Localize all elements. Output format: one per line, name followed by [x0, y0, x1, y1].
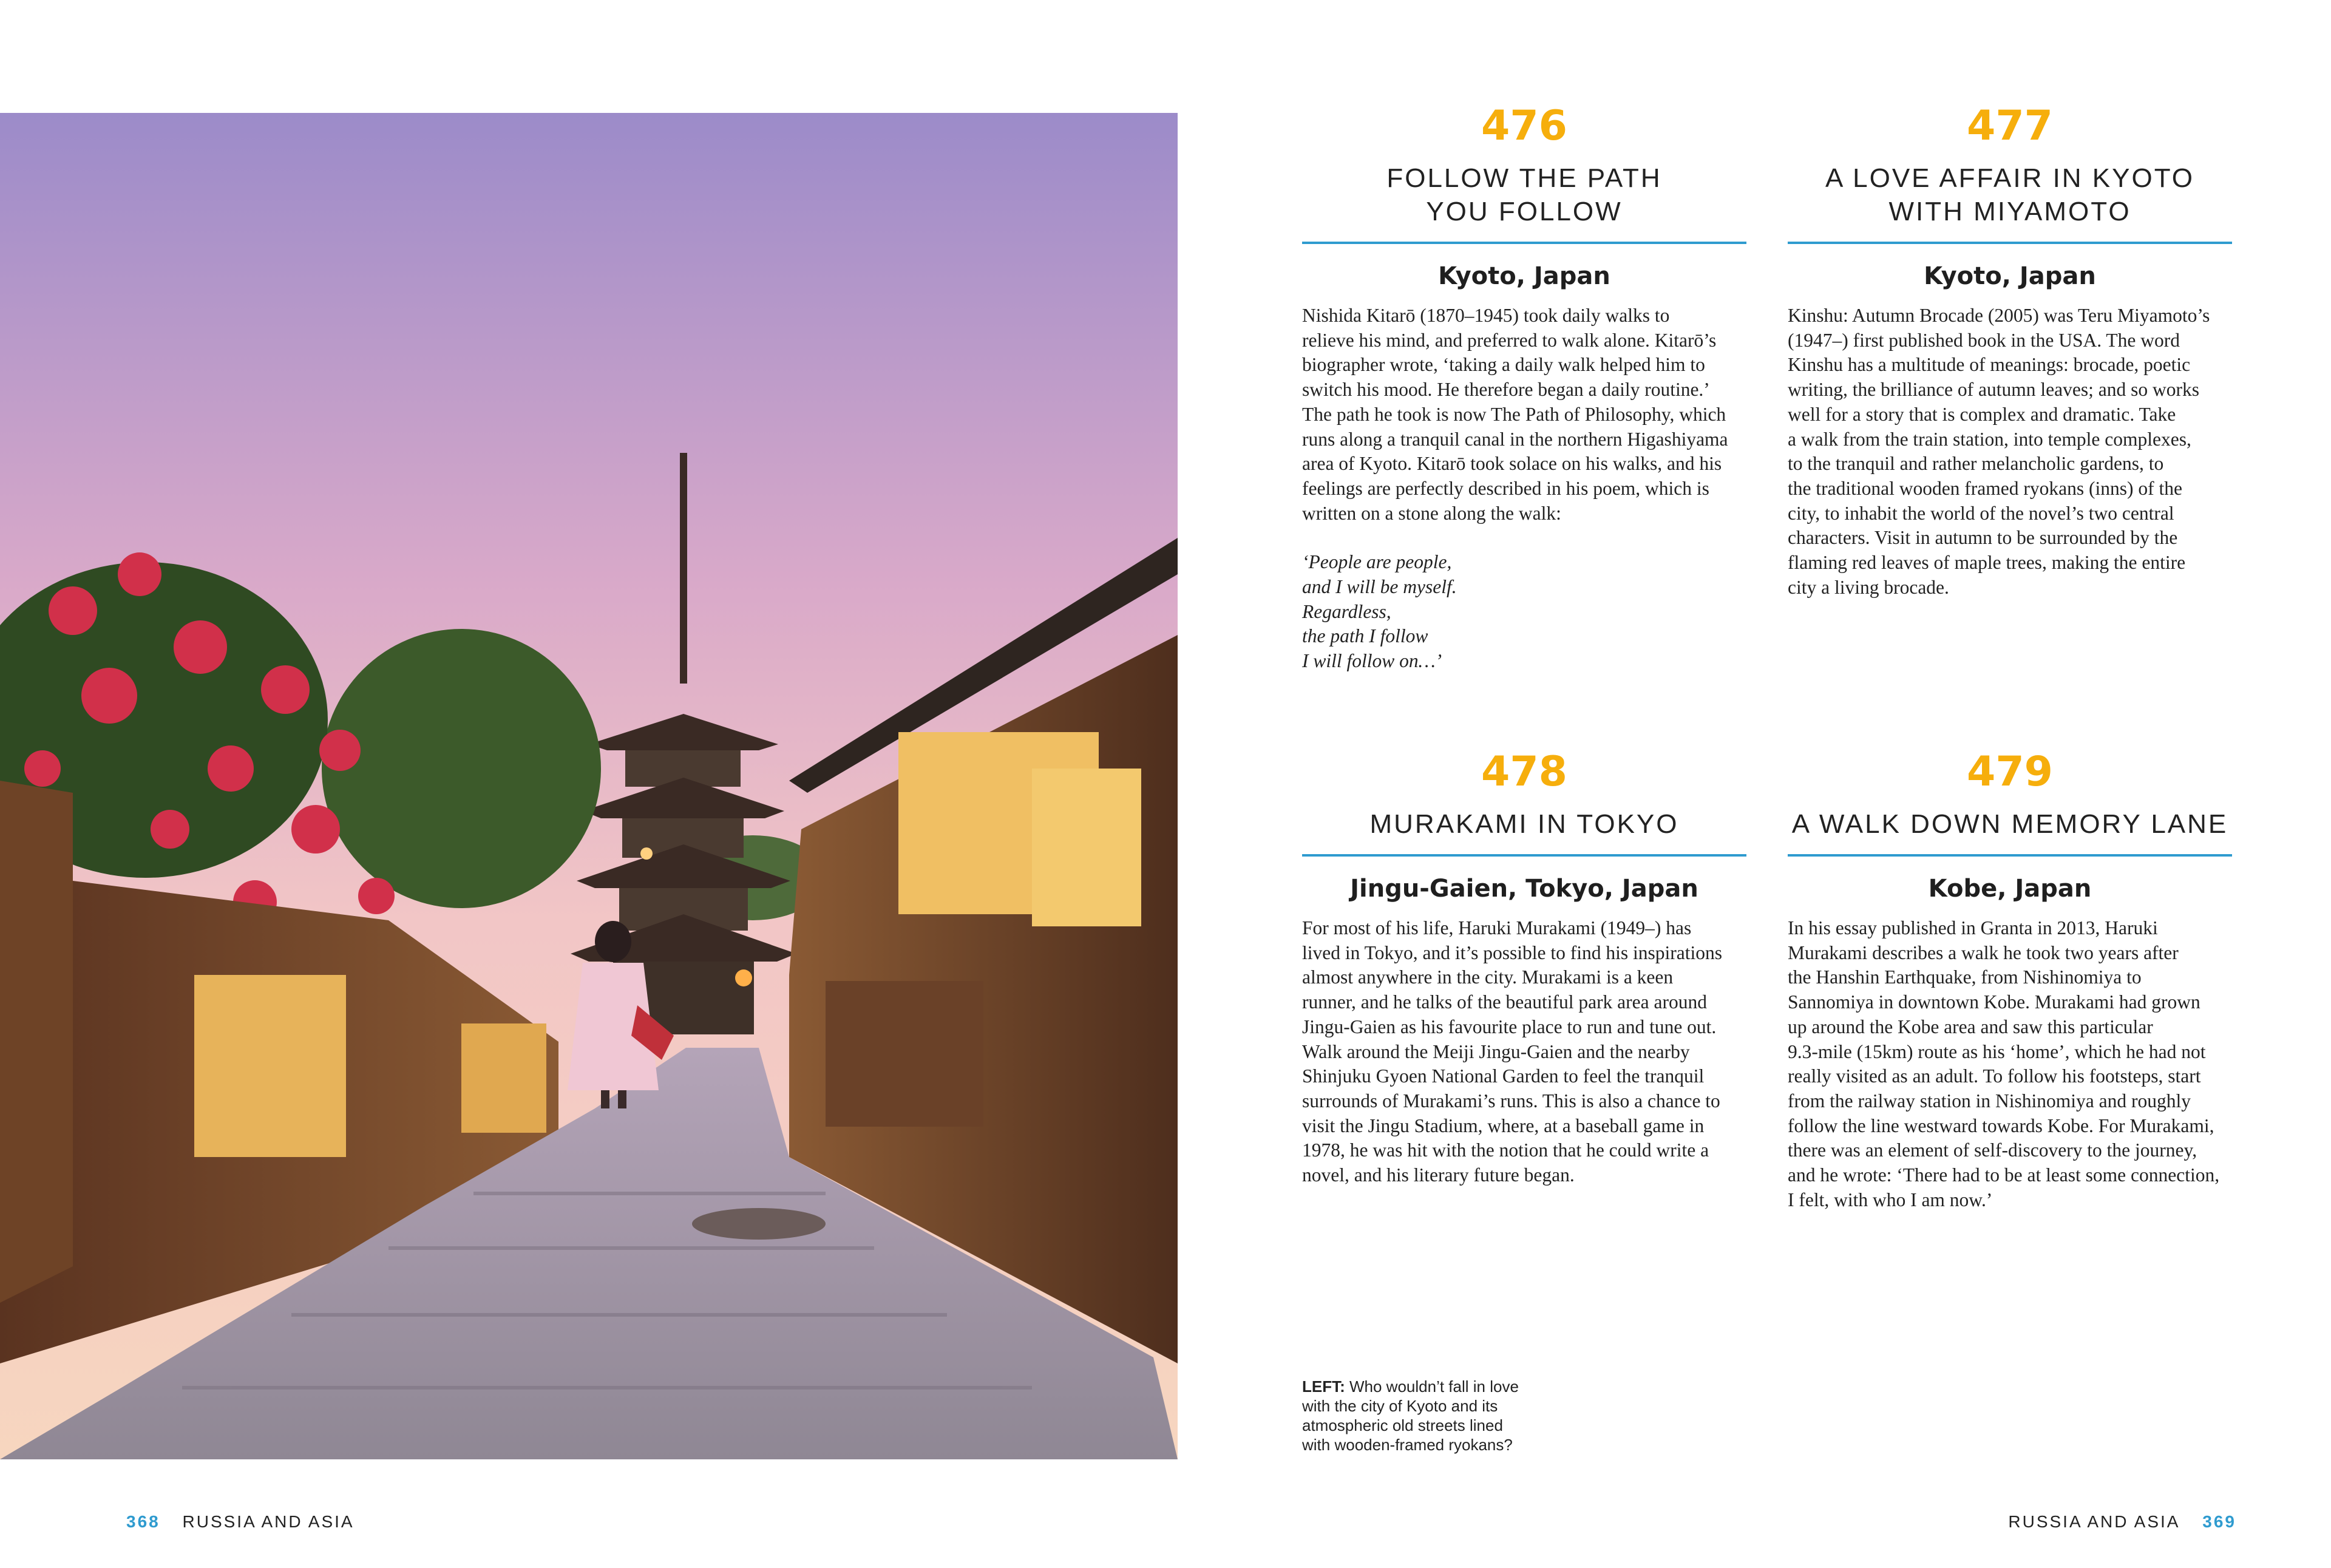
- entry-title-line: A LOVE AFFAIR IN KYOTO: [1825, 163, 2195, 193]
- body-line: the traditional wooden framed ryokans (inns) of the: [1788, 477, 2182, 499]
- body-line: well for a story that is complex and dramatic. Take: [1788, 403, 2176, 425]
- poem-line: Regardless,: [1302, 600, 1391, 622]
- body-line: Murakami describes a walk he took two years after: [1788, 942, 2179, 963]
- body-line: characters. Visit in autumn to be surrounded by the: [1788, 527, 2178, 549]
- body-line: visit the Jingu Stadium, where, at a baseball game in: [1302, 1115, 1705, 1136]
- caption-line: with wooden-framed ryokans?: [1302, 1436, 1513, 1454]
- title-rule: [1788, 854, 2232, 857]
- entry-title-line: WITH MIYAMOTO: [1888, 197, 2131, 226]
- body-line: surrounds of Murakami’s runs. This is also a chance to: [1302, 1090, 1720, 1112]
- entry-location: Kobe, Japan: [1928, 875, 2092, 903]
- body-line: (1947–) first published book in the USA. The word: [1788, 329, 2180, 351]
- entry-title-line: MURAKAMI IN TOKYO: [1369, 809, 1679, 839]
- caption-first-line: [1302, 1377, 1557, 1396]
- poem-line: and I will be myself.: [1302, 576, 1457, 598]
- page-number-right: 369: [2202, 1512, 2236, 1531]
- body-line: I felt, with who I am now.’: [1788, 1189, 1993, 1210]
- section-name-right: RUSSIA AND ASIA: [2008, 1512, 2180, 1531]
- entry-title: [1302, 807, 1746, 841]
- entry-number: 478: [1481, 748, 1567, 796]
- entry-476: [1302, 102, 1746, 674]
- caption-line: with the city of Kyoto and its: [1302, 1397, 1498, 1415]
- body-line: relieve his mind, and preferred to walk alone. Kitarō’s: [1302, 329, 1717, 351]
- body-line: biographer wrote, ‘taking a daily walk helped him to: [1302, 354, 1705, 376]
- body-line: a walk from the train station, into temple complexes,: [1788, 428, 2191, 450]
- entry-477: [1788, 102, 2232, 600]
- entry-body: [1302, 304, 1746, 526]
- poem-line: ‘People are people,: [1302, 551, 1452, 573]
- entry-number: 476: [1481, 102, 1567, 150]
- title-rule: [1788, 242, 2232, 244]
- body-line: writing, the brilliance of autumn leaves; and so works: [1788, 379, 2199, 401]
- body-line: to the tranquil and rather melancholic gardens, to: [1788, 453, 2164, 475]
- kyoto-street-photo: [0, 113, 1178, 1459]
- body-line: The path he took is now The Path of Philosophy, which: [1302, 403, 1726, 425]
- body-line: switch his mood. He therefore began a daily routine.’: [1302, 379, 1710, 401]
- body-line: city, to inhabit the world of the novel’s two central: [1788, 502, 2174, 524]
- page-number-left: 368: [126, 1512, 160, 1531]
- body-line: Kinshu has a multitude of meanings: brocade, poetic: [1788, 354, 2191, 376]
- entry-title-line: FOLLOW THE PATH: [1386, 163, 1662, 193]
- body-line: flaming red leaves of maple trees, making the entire: [1788, 552, 2186, 574]
- entry-location: Kyoto, Japan: [1438, 262, 1610, 290]
- entry-body: [1788, 916, 2232, 1212]
- body-line: Sannomiya in downtown Kobe. Murakami had grown: [1788, 991, 2200, 1013]
- entry-location: Jingu-Gaien, Tokyo, Japan: [1350, 875, 1698, 903]
- body-line: and he wrote: ‘There had to be at least some connection,: [1788, 1164, 2220, 1186]
- entry-title-line: YOU FOLLOW: [1426, 197, 1623, 226]
- body-line: up around the Kobe area and saw this particular: [1788, 1016, 2153, 1037]
- footer-right: [2008, 1512, 2236, 1532]
- body-line: area of Kyoto. Kitarō took solace on his walks, and his: [1302, 453, 1722, 475]
- body-line: Walk around the Meiji Jingu-Gaien and the nearby: [1302, 1040, 1690, 1062]
- body-line: Kinshu: Autumn Brocade (2005) was Teru Miyamoto’s: [1788, 305, 2210, 326]
- photo-caption: [1302, 1377, 1557, 1454]
- title-rule: [1302, 854, 1746, 857]
- body-line: In his essay published in Granta in 2013, Haruki: [1788, 917, 2158, 938]
- body-line: there was an element of self-discovery to the journey,: [1788, 1139, 2197, 1161]
- caption-line: Who wouldn’t fall in love: [1345, 1377, 1519, 1396]
- entry-479: [1788, 748, 2232, 1212]
- body-line: novel, and his literary future began.: [1302, 1164, 1575, 1186]
- caption-line: atmospheric old streets lined: [1302, 1416, 1503, 1434]
- entry-location: Kyoto, Japan: [1924, 262, 2096, 290]
- body-line: runner, and he talks of the beautiful park area around: [1302, 991, 1707, 1013]
- body-line: written on a stone along the walk:: [1302, 502, 1561, 524]
- body-line: almost anywhere in the city. Murakami is a keen: [1302, 966, 1674, 988]
- body-line: Nishida Kitarō (1870–1945) took daily walks to: [1302, 305, 1670, 326]
- body-line: lived in Tokyo, and it’s possible to find his inspirations: [1302, 942, 1722, 963]
- entry-title: [1788, 807, 2232, 841]
- poem: [1302, 550, 1746, 674]
- body-line: really visited as an adult. To follow his footsteps, start: [1788, 1065, 2201, 1087]
- body-line: runs along a tranquil canal in the northern Higashiyama: [1302, 428, 1728, 450]
- entry-number: 479: [1967, 748, 2053, 796]
- body-line: feelings are perfectly described in his poem, which is: [1302, 477, 1709, 499]
- entry-number: 477: [1967, 102, 2053, 150]
- title-rule: [1302, 242, 1746, 244]
- poem-line: I will follow on…’: [1302, 650, 1442, 672]
- entry-title-line: A WALK DOWN MEMORY LANE: [1791, 809, 2228, 839]
- photo-illustration: [0, 113, 1178, 1459]
- entry-body: [1788, 304, 2232, 600]
- body-line: Jingu-Gaien as his favourite place to run and tune out.: [1302, 1016, 1717, 1037]
- caption-label: LEFT:: [1302, 1377, 1345, 1396]
- entry-title: [1788, 161, 2232, 228]
- body-line: For most of his life, Haruki Murakami (1949–) has: [1302, 917, 1692, 938]
- poem-line: the path I follow: [1302, 625, 1428, 647]
- entry-title: [1302, 161, 1746, 228]
- body-line: follow the line westward towards Kobe. For Murakami,: [1788, 1115, 2214, 1136]
- entry-body: [1302, 916, 1746, 1188]
- body-line: Shinjuku Gyoen National Garden to feel the tranquil: [1302, 1065, 1705, 1087]
- body-line: city a living brocade.: [1788, 576, 1949, 598]
- body-line: 9.3-mile (15km) route as his ‘home’, which he had not: [1788, 1040, 2206, 1062]
- body-line: the Hanshin Earthquake, from Nishinomiya to: [1788, 966, 2142, 988]
- body-line: 1978, he was hit with the notion that he could write a: [1302, 1139, 1709, 1161]
- footer-left: [126, 1512, 355, 1532]
- body-line: from the railway station in Nishinomiya and roughly: [1788, 1090, 2191, 1112]
- entry-478: [1302, 748, 1746, 1188]
- section-name-left: RUSSIA AND ASIA: [182, 1512, 355, 1531]
